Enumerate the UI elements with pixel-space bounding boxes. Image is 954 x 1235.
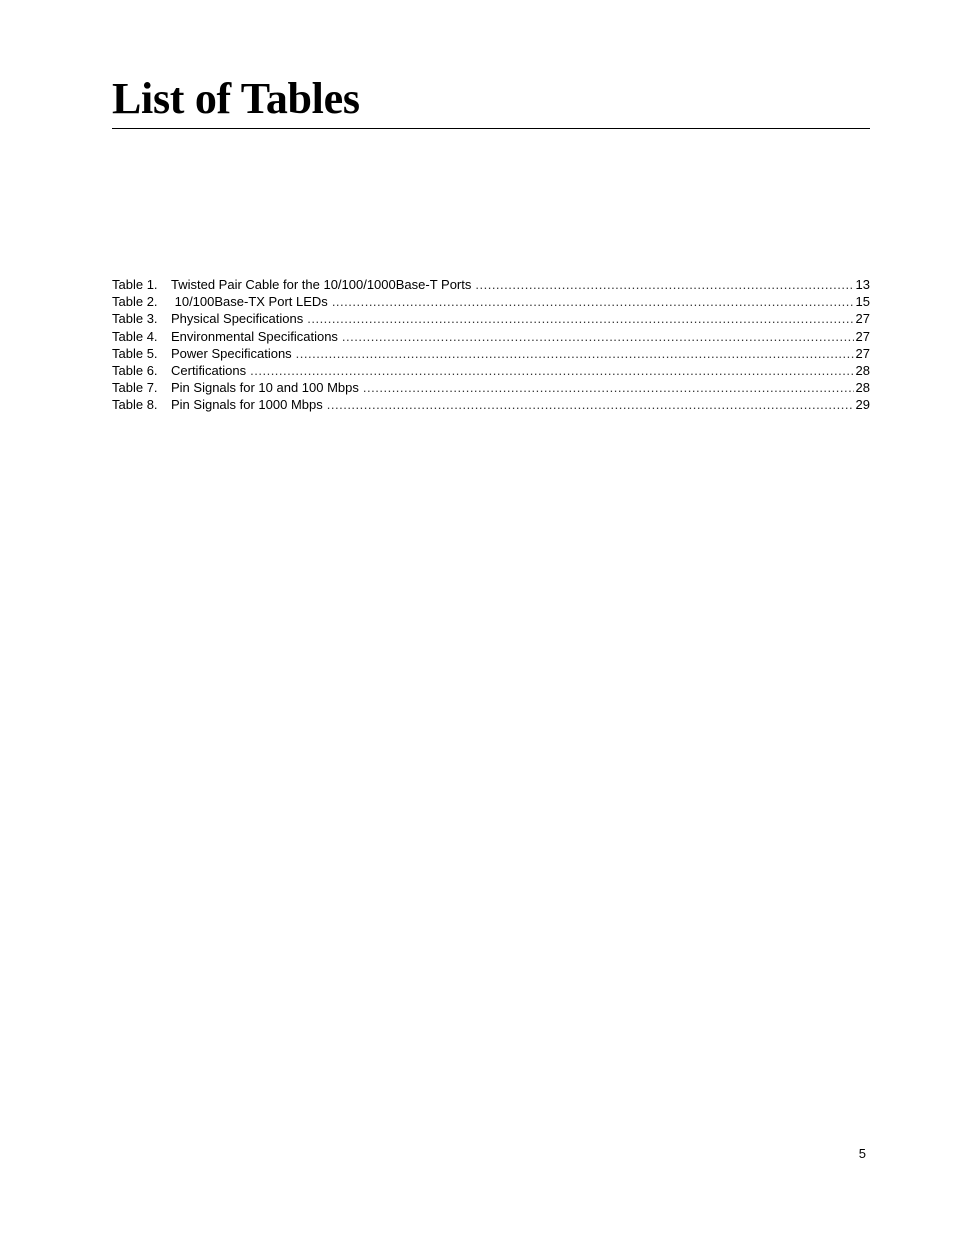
dot-leader <box>327 396 854 413</box>
toc-entry-label: Certifications <box>171 362 247 378</box>
toc-entry-page: 29 <box>855 397 870 413</box>
toc-entry-table-3[interactable] <box>112 310 870 327</box>
toc-entry-number: Table 1. <box>112 277 158 292</box>
toc-entry-number: Table 5. <box>112 345 158 361</box>
toc-entry-number: Table 7. <box>112 380 158 396</box>
toc-entry-label: Physical Specifications <box>171 311 304 327</box>
title-divider <box>112 128 870 129</box>
page-number: 5 <box>858 1146 866 1161</box>
dot-leader <box>475 276 853 293</box>
toc-entry-page: 27 <box>855 328 870 344</box>
toc-entry-page: 15 <box>855 294 870 310</box>
toc-entry-label: Power Specifications <box>171 345 292 361</box>
toc-entry-table-8[interactable] <box>112 396 870 413</box>
dot-leader <box>296 345 854 362</box>
list-of-tables <box>112 276 870 414</box>
toc-entry-page: 28 <box>855 380 870 396</box>
toc-entry-number: Table 2. <box>112 294 158 310</box>
toc-entry-label: Pin Signals for 1000 Mbps <box>171 397 323 413</box>
page-title: List of Tables <box>112 74 360 123</box>
toc-entry-page: 27 <box>855 311 870 327</box>
toc-entry-number: Table 4. <box>112 328 158 344</box>
toc-entry-table-4[interactable] <box>112 328 870 345</box>
toc-entry-table-6[interactable] <box>112 362 870 379</box>
dot-leader <box>363 379 854 396</box>
toc-entry-label: Twisted Pair Cable for the 10/100/1000Base-T Ports <box>171 277 472 292</box>
dot-leader <box>342 328 854 345</box>
dot-leader <box>332 293 854 310</box>
toc-entry-number: Table 8. <box>112 397 158 413</box>
toc-entry-page: 13 <box>855 277 870 292</box>
toc-entry-table-7[interactable] <box>112 379 870 396</box>
dot-leader <box>307 310 853 327</box>
toc-entry-table-5[interactable] <box>112 345 870 362</box>
toc-entry-label: 10/100Base-TX Port LEDs <box>171 294 328 310</box>
toc-entry-page: 27 <box>855 345 870 361</box>
toc-entry-label: Pin Signals for 10 and 100 Mbps <box>171 380 359 396</box>
toc-entry-page: 28 <box>855 362 870 378</box>
toc-entry-number: Table 6. <box>112 362 158 378</box>
toc-entry-table-2[interactable] <box>112 293 870 310</box>
dot-leader <box>250 362 853 379</box>
toc-entry-label: Environmental Specifications <box>171 328 338 344</box>
toc-entry-table-1[interactable] <box>112 276 870 293</box>
toc-entry-number: Table 3. <box>112 311 158 327</box>
